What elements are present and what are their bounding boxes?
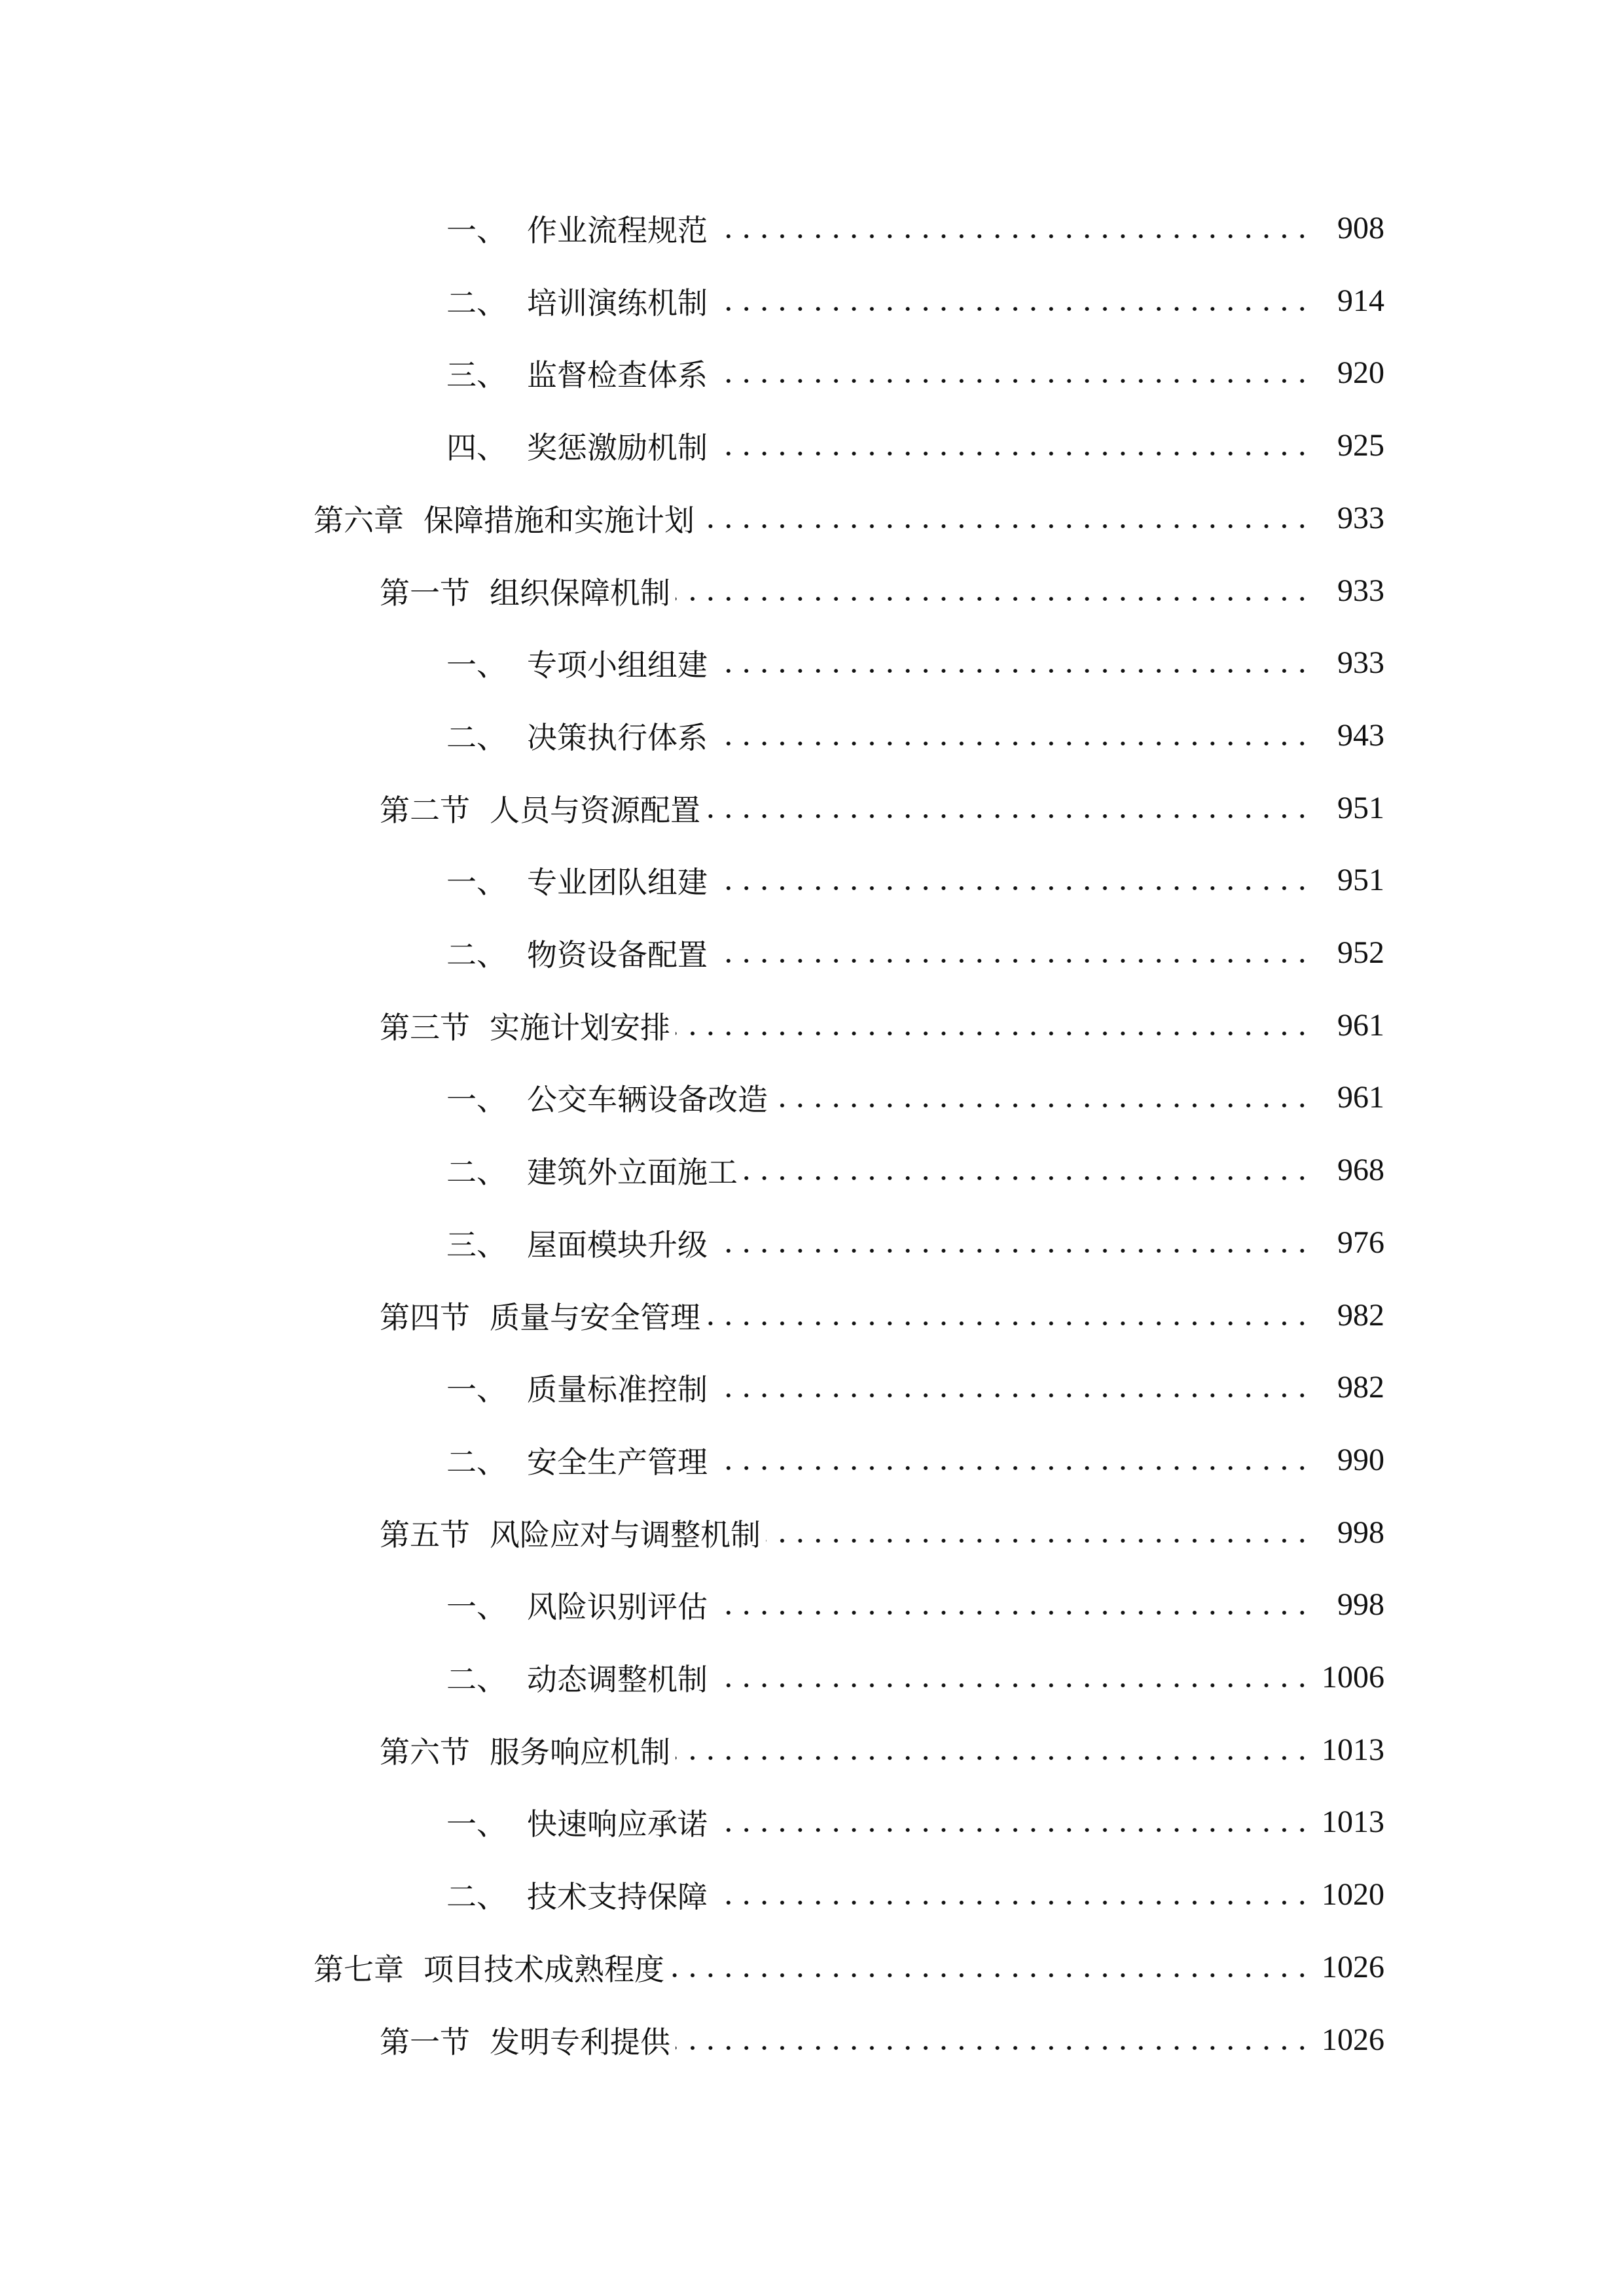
- toc-title: 动态调整机制: [527, 1662, 708, 1697]
- dot-leader: [743, 1175, 1311, 1181]
- toc-entry[interactable]: [0, 1441, 1624, 1480]
- toc-label: [380, 1729, 670, 1772]
- toc-label: [527, 1583, 708, 1626]
- toc-entry[interactable]: [0, 1368, 1624, 1407]
- toc-title: 实施计划安排: [490, 1009, 670, 1045]
- toc-entry[interactable]: [0, 1296, 1624, 1335]
- toc-title: 组织保障机制: [490, 575, 670, 611]
- toc-page-number: 1026: [1322, 2022, 1384, 2057]
- toc-page-number: 951: [1337, 863, 1384, 898]
- toc-title: 风险识别评估: [527, 1589, 708, 1625]
- toc-title: 专业团队组建: [527, 865, 708, 901]
- toc-label: [380, 1294, 700, 1337]
- toc-marker: 一、: [446, 1589, 507, 1625]
- toc-title: 专项小组组建: [527, 647, 708, 683]
- dot-leader: [713, 1900, 1311, 1905]
- toc-title: 技术支持保障: [527, 1879, 708, 1915]
- toc-page-number: 943: [1337, 717, 1384, 753]
- toc-title: 奖惩激励机制: [527, 430, 708, 466]
- toc-marker: 二、: [446, 1879, 507, 1915]
- toc-entry[interactable]: [0, 1585, 1624, 1624]
- dot-leader: [706, 1321, 1311, 1326]
- toc-page-number: 925: [1337, 428, 1384, 463]
- dot-leader: [713, 1827, 1311, 1833]
- toc-entry[interactable]: [0, 2020, 1624, 2060]
- toc-marker: 一、: [446, 1372, 507, 1408]
- toc-page-number: 976: [1337, 1225, 1384, 1260]
- toc-title: 质量标准控制: [527, 1372, 708, 1408]
- toc-marker: 第一节: [380, 2024, 470, 2060]
- dot-leader: [700, 524, 1311, 529]
- toc-marker: 四、: [446, 430, 507, 466]
- dot-leader: [713, 668, 1311, 673]
- dot-leader: [676, 1755, 1311, 1761]
- toc-label: [527, 207, 708, 250]
- toc-title: 保障措施和实施计划: [424, 502, 695, 538]
- toc-label: [527, 641, 708, 685]
- toc-entry[interactable]: [0, 789, 1624, 828]
- toc-label: [527, 279, 708, 323]
- toc-page-number: 951: [1337, 790, 1384, 825]
- toc-label: [527, 931, 708, 975]
- toc-title: 项目技术成熟程度: [424, 1951, 664, 1987]
- toc-marker: 第一节: [380, 575, 470, 611]
- toc-label: [527, 424, 708, 467]
- dot-leader: [713, 1248, 1311, 1253]
- dot-leader: [713, 1683, 1311, 1688]
- toc-marker: 一、: [446, 1082, 507, 1118]
- toc-entry[interactable]: [0, 281, 1624, 321]
- toc-page-number: 990: [1337, 1442, 1384, 1477]
- toc-marker: 第六章: [314, 502, 404, 538]
- dot-leader: [766, 1538, 1311, 1543]
- toc-page-number: 1013: [1322, 1732, 1384, 1767]
- toc-page-number: 998: [1337, 1515, 1384, 1550]
- toc-title: 安全生产管理: [527, 1444, 708, 1480]
- toc-marker: 一、: [446, 865, 507, 901]
- toc-page-number: 920: [1337, 355, 1384, 391]
- toc-page-number: 908: [1337, 211, 1384, 245]
- toc-marker: 第四节: [380, 1299, 470, 1335]
- toc-marker: 三、: [446, 1227, 507, 1263]
- toc-label: [527, 714, 708, 757]
- toc-label: [380, 569, 670, 613]
- toc-title: 决策执行体系: [527, 719, 708, 755]
- toc-marker: 一、: [446, 1806, 507, 1842]
- toc-marker: 二、: [446, 1662, 507, 1697]
- toc-marker: 二、: [446, 1444, 507, 1480]
- toc-marker: 第六节: [380, 1734, 470, 1770]
- toc-page-number: 1020: [1322, 1877, 1384, 1912]
- toc-entry[interactable]: [0, 1658, 1624, 1697]
- toc-page-number: 933: [1337, 645, 1384, 681]
- dot-leader: [713, 378, 1311, 384]
- toc-page-number: 968: [1337, 1153, 1384, 1188]
- toc-marker: 一、: [446, 647, 507, 683]
- toc-title: 服务响应机制: [490, 1734, 670, 1770]
- toc-label: [527, 1801, 708, 1844]
- toc-label: [527, 1076, 768, 1119]
- toc-label: [527, 1656, 708, 1699]
- toc-entry[interactable]: [0, 1513, 1624, 1552]
- toc-marker: 第三节: [380, 1009, 470, 1045]
- toc-page-number: 982: [1337, 1370, 1384, 1405]
- toc-title: 培训演练机制: [527, 285, 708, 321]
- toc-entry[interactable]: [0, 1006, 1624, 1045]
- dot-leader: [773, 1103, 1311, 1108]
- toc-label: [527, 351, 708, 395]
- dot-leader: [676, 1031, 1311, 1036]
- toc-label: [527, 859, 708, 902]
- toc-label: [527, 1873, 708, 1916]
- dot-leader: [713, 234, 1311, 239]
- toc-label: [527, 1366, 708, 1409]
- toc-title: 物资设备配置: [527, 937, 708, 973]
- dot-leader: [713, 958, 1311, 963]
- toc-title: 作业流程规范: [527, 213, 708, 248]
- toc-label: [380, 787, 700, 830]
- toc-label: [314, 1946, 664, 1989]
- toc-entry[interactable]: [0, 1731, 1624, 1770]
- toc-page-number: 1013: [1322, 1804, 1384, 1840]
- toc-entry[interactable]: [0, 1803, 1624, 1842]
- toc-entry[interactable]: [0, 1151, 1624, 1190]
- toc-label: [380, 1004, 670, 1047]
- dot-leader: [676, 2045, 1311, 2051]
- toc-entry[interactable]: [0, 1875, 1624, 1914]
- toc-marker: 二、: [446, 719, 507, 755]
- toc-entry[interactable]: [0, 571, 1624, 611]
- toc-page-number: 961: [1337, 1007, 1384, 1043]
- toc-marker: 第二节: [380, 792, 470, 828]
- toc-entry[interactable]: [0, 499, 1624, 538]
- toc-marker: 第七章: [314, 1951, 404, 1987]
- toc-label: [314, 497, 695, 540]
- toc-marker: 一、: [446, 213, 507, 248]
- toc-entry[interactable]: [0, 716, 1624, 755]
- toc-title: 发明专利提供: [490, 2024, 670, 2060]
- dot-leader: [706, 814, 1311, 819]
- toc-page-number: 1006: [1322, 1660, 1384, 1695]
- toc-marker: 第五节: [380, 1516, 470, 1552]
- toc-label: [527, 1439, 708, 1482]
- toc-entry[interactable]: [0, 861, 1624, 900]
- toc-page-number: 961: [1337, 1080, 1384, 1115]
- toc-label: [527, 1149, 738, 1192]
- toc-entry[interactable]: [0, 643, 1624, 683]
- toc-label: [380, 2018, 670, 2062]
- toc-page-number: 914: [1337, 283, 1384, 318]
- dot-leader: [713, 1465, 1311, 1471]
- toc-entry[interactable]: [0, 1223, 1624, 1263]
- toc-entry[interactable]: [0, 933, 1624, 973]
- dot-leader: [676, 596, 1311, 601]
- toc-title: 风险应对与调整机制: [490, 1516, 761, 1552]
- toc-entry[interactable]: [0, 353, 1624, 393]
- toc-entry[interactable]: [0, 1948, 1624, 1987]
- dot-leader: [713, 741, 1311, 746]
- toc-title: 人员与资源配置: [490, 792, 700, 828]
- toc-title: 公交车辆设备改造: [527, 1082, 768, 1118]
- dot-leader: [670, 1973, 1311, 1978]
- toc-marker: 二、: [446, 1155, 507, 1191]
- toc-page-number: 998: [1337, 1587, 1384, 1623]
- toc-title: 建筑外立面施工: [527, 1155, 738, 1191]
- toc-title: 监督检查体系: [527, 357, 708, 393]
- toc-label: [380, 1511, 761, 1554]
- toc-marker: 二、: [446, 937, 507, 973]
- toc-entry[interactable]: [0, 1078, 1624, 1117]
- toc-page-number: 952: [1337, 935, 1384, 970]
- toc-entry[interactable]: [0, 209, 1624, 248]
- toc-page-number: 933: [1337, 573, 1384, 608]
- toc-marker: 二、: [446, 285, 507, 321]
- dot-leader: [713, 451, 1311, 456]
- toc-title: 质量与安全管理: [490, 1299, 700, 1335]
- toc-entry[interactable]: [0, 426, 1624, 465]
- toc-page-number: 933: [1337, 500, 1384, 535]
- dot-leader: [713, 1610, 1311, 1615]
- dot-leader: [713, 1393, 1311, 1398]
- toc-label: [527, 1221, 708, 1265]
- toc-title: 快速响应承诺: [527, 1806, 708, 1842]
- toc-marker: 三、: [446, 357, 507, 393]
- toc-page-number: 1026: [1322, 1949, 1384, 1984]
- dot-leader: [713, 886, 1311, 891]
- toc-page-number: 982: [1337, 1297, 1384, 1333]
- dot-leader: [713, 306, 1311, 312]
- toc-title: 屋面模块升级: [527, 1227, 708, 1263]
